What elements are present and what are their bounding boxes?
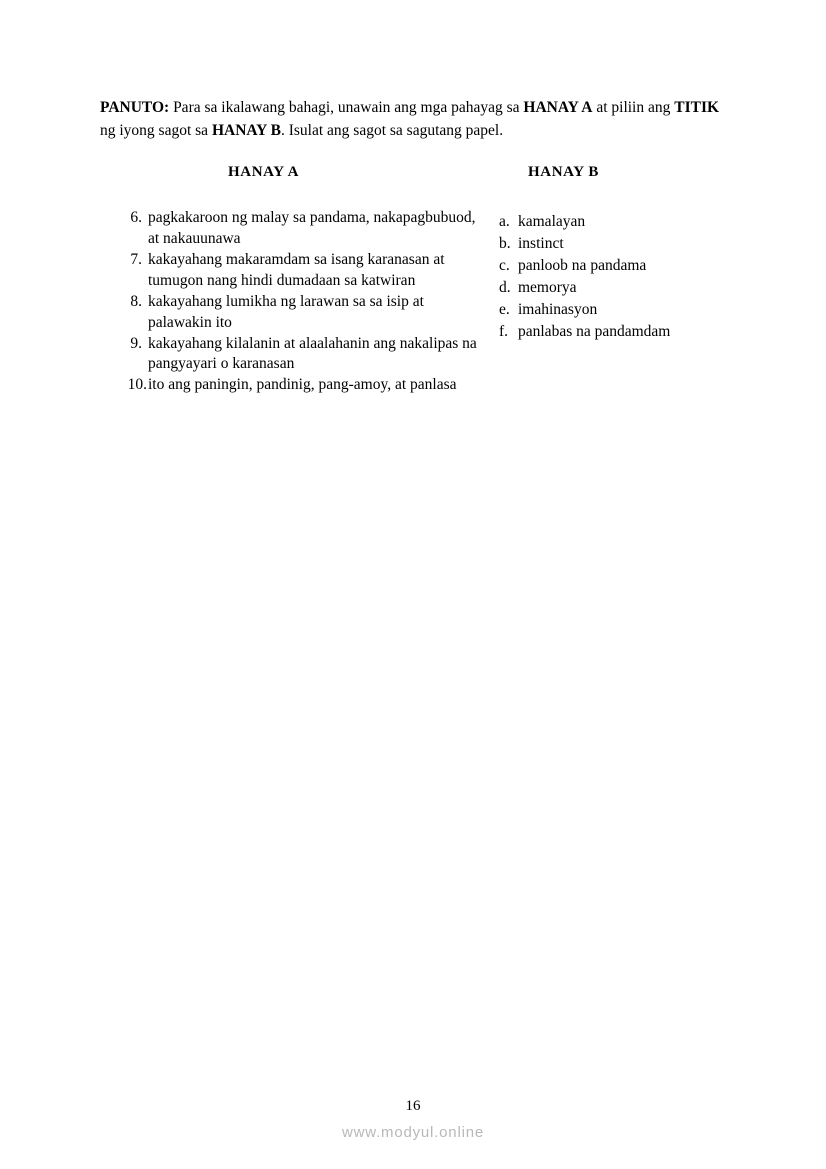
list-item <box>118 334 488 376</box>
list-item-number: 6. <box>130 209 142 226</box>
instructions-paragraph <box>100 96 732 143</box>
list-item-number: 9. <box>130 334 142 352</box>
list-item-text: ito ang paningin, pandinig, pang-amoy, at panlasa <box>148 376 457 394</box>
list-item-letter: f. <box>499 322 509 340</box>
column-header-hanay-a: HANAY A <box>228 164 300 180</box>
page-number: 16 <box>405 1098 421 1114</box>
watermark: www.modyul.online <box>342 1124 484 1141</box>
list-item <box>499 212 759 233</box>
instructions-part1: Para sa ikalawang bahagi, unawain ang mga pahayag sa <box>169 99 524 116</box>
instructions-bold-titik: TITIK <box>674 99 720 116</box>
list-item-text: kakayahang makaramdam sa isang karanasan at tumugon nang hindi dumadaan sa katwiran <box>148 250 445 289</box>
list-item <box>499 300 759 321</box>
list-item <box>499 256 759 277</box>
list-item <box>118 292 488 334</box>
list-item <box>118 250 488 292</box>
panuto-label: PANUTO: <box>100 99 170 116</box>
list-item-number: 7. <box>130 250 142 268</box>
list-item-text: imahinasyon <box>518 300 598 318</box>
list-item-text: kamalayan <box>518 213 586 230</box>
instructions-part3: ng iyong sagot sa <box>100 122 212 140</box>
list-item-number: 8. <box>130 292 142 310</box>
list-item <box>499 322 759 343</box>
instructions-bold-hanay-a: HANAY A <box>523 99 593 116</box>
list-item-letter: e. <box>499 300 510 318</box>
list-item <box>499 278 759 299</box>
list-item-text: pagkakaroon ng malay sa pandama, nakapagbubuod, at nakauunawa <box>148 209 476 247</box>
list-item-text: memorya <box>518 278 577 296</box>
hanay-b-list <box>499 212 759 344</box>
list-item-text: kakayahang lumikha ng larawan sa sa isip at palawakin ito <box>148 292 424 331</box>
list-item-text: instinct <box>518 234 564 252</box>
instructions-bold-hanay-b: HANAY B <box>211 122 281 140</box>
column-headers <box>100 164 732 184</box>
list-item <box>118 208 488 250</box>
list-item <box>499 234 759 255</box>
list-item-letter: d. <box>499 278 511 296</box>
list-item-letter: b. <box>499 234 511 252</box>
list-item-text: panloob na pandama <box>518 256 647 274</box>
hanay-a-list <box>118 208 488 396</box>
column-header-hanay-b: HANAY B <box>528 164 600 180</box>
instructions-part2: at piliin ang <box>592 99 675 116</box>
list-item <box>118 375 488 396</box>
list-item-number: 10. <box>127 376 147 394</box>
list-item-text: panlabas na pandamdam <box>518 322 671 340</box>
instructions-part4: . Isulat ang sagot sa sagutang papel. <box>280 122 504 140</box>
list-item-letter: a. <box>499 213 510 230</box>
list-item-letter: c. <box>499 256 510 274</box>
list-item-text: kakayahang kilalanin at alaalahanin ang nakalipas na pangyayari o karanasan <box>148 334 477 373</box>
